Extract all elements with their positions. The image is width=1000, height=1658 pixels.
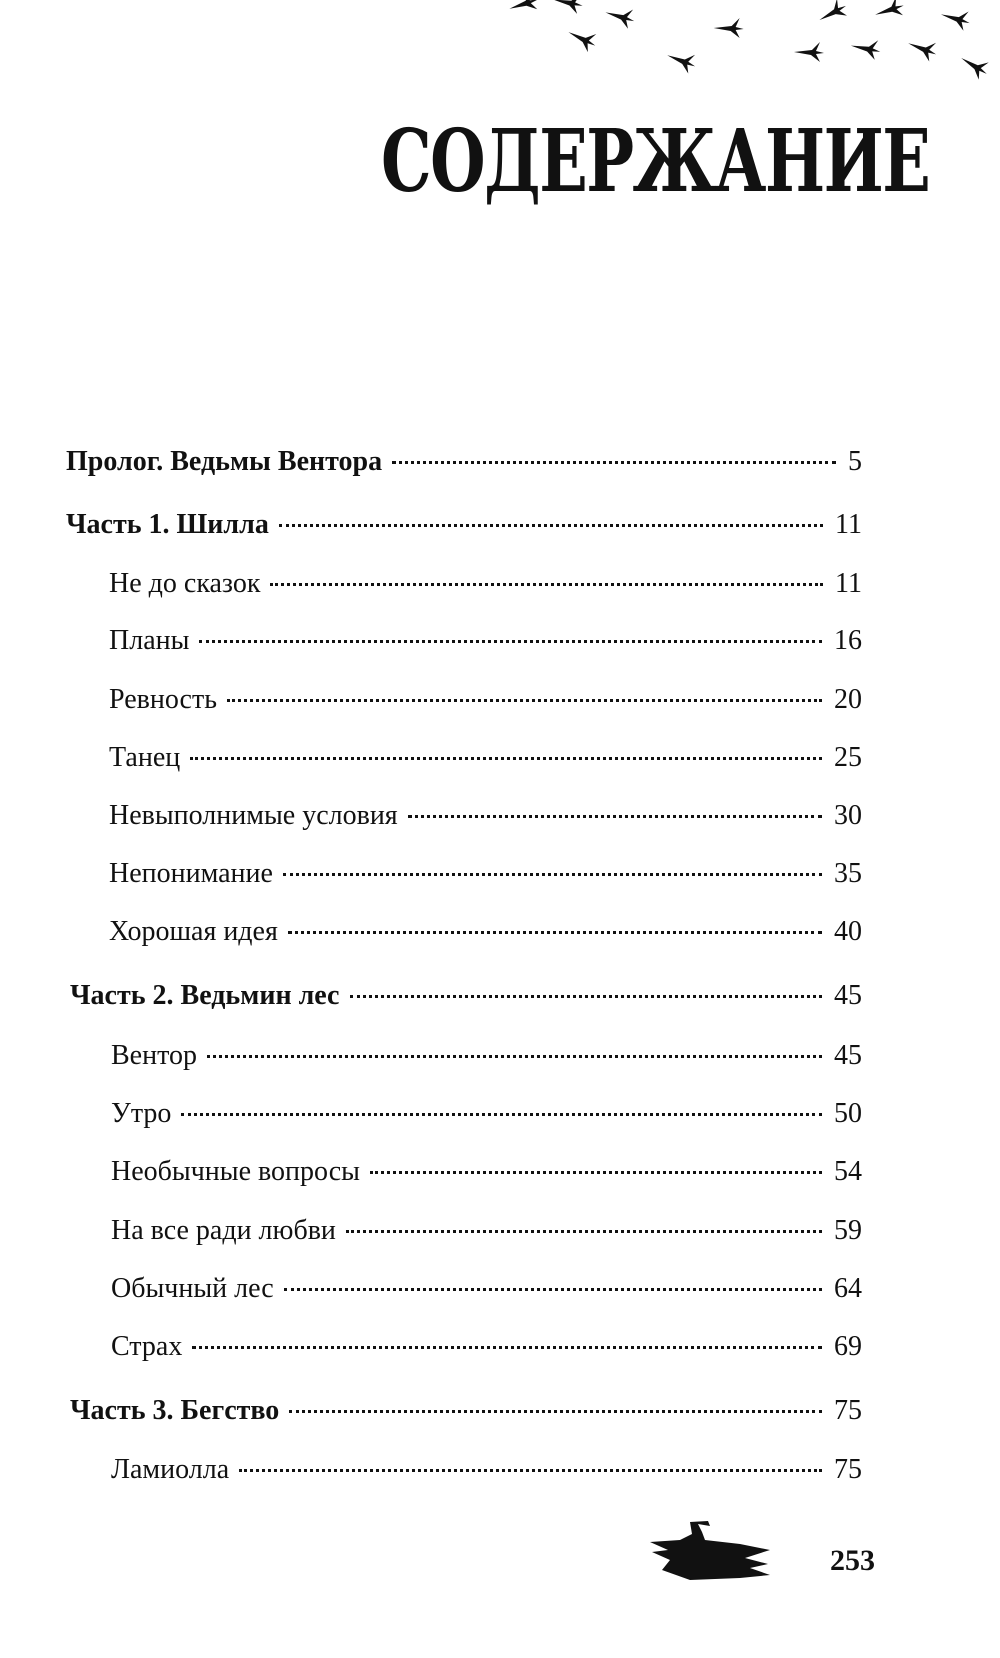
bird-icon — [905, 34, 940, 63]
toc-chapter-entry — [109, 916, 862, 956]
dot-leader — [227, 699, 822, 702]
entry-title: Танец — [109, 742, 181, 773]
dot-leader — [207, 1055, 822, 1058]
toc-chapter-entry — [111, 1040, 862, 1080]
bird-icon — [664, 46, 699, 75]
toc-chapter-entry — [111, 1273, 862, 1313]
entry-page: 54 — [834, 1156, 862, 1187]
entry-page: 40 — [834, 916, 862, 947]
toc-part-entry — [70, 1395, 862, 1435]
entry-title: Часть 3. Бегство — [70, 1395, 280, 1426]
entry-title: Планы — [109, 625, 190, 656]
toc-chapter-entry — [111, 1098, 862, 1138]
dot-leader — [192, 1346, 822, 1349]
toc-part-entry — [70, 980, 862, 1020]
entry-page: 50 — [834, 1098, 862, 1129]
entry-title: Страх — [111, 1331, 183, 1362]
entry-page: 11 — [835, 509, 862, 540]
toc-part-entry — [66, 446, 862, 486]
dot-leader — [199, 640, 822, 643]
entry-title: Вентор — [111, 1040, 197, 1071]
dot-leader — [239, 1469, 822, 1472]
toc-chapter-entry — [109, 742, 862, 782]
dot-leader — [370, 1171, 822, 1174]
toc-chapter-entry — [111, 1215, 862, 1255]
entry-page: 75 — [834, 1454, 862, 1485]
entry-page: 75 — [834, 1395, 862, 1426]
entry-page: 59 — [834, 1215, 862, 1246]
entry-page: 25 — [834, 742, 862, 773]
entry-title: Ревность — [109, 684, 217, 715]
bird-icon — [956, 49, 992, 81]
toc-chapter-entry — [109, 684, 862, 724]
dot-leader — [350, 995, 823, 998]
entry-title: Часть 2. Ведьмин лес — [70, 980, 340, 1011]
entry-title: Обычный лес — [111, 1273, 274, 1304]
dot-leader — [283, 873, 822, 876]
entry-title: Хорошая идея — [109, 916, 278, 947]
entry-title: На все ради любви — [111, 1215, 336, 1246]
dot-leader — [288, 931, 822, 934]
toc-part-entry — [66, 509, 862, 549]
dot-leader — [392, 461, 836, 464]
entry-page: 69 — [834, 1331, 862, 1362]
dot-leader — [279, 524, 823, 527]
dot-leader — [190, 757, 822, 760]
entry-page: 45 — [834, 1040, 862, 1071]
toc-chapter-entry — [111, 1454, 862, 1494]
entry-title: Непонимание — [109, 858, 273, 889]
bird-icon — [506, 0, 541, 18]
bird-icon — [938, 5, 972, 32]
entry-title: Необычные вопросы — [111, 1156, 360, 1187]
entry-title: Пролог. Ведьмы Вентора — [66, 446, 383, 477]
toc-chapter-entry — [109, 858, 862, 898]
flying-birds-illustration — [0, 0, 1000, 110]
bird-icon — [794, 42, 824, 62]
dot-leader — [289, 1410, 822, 1413]
page-title: СОДЕРЖАНИЕ — [381, 111, 930, 212]
dot-leader — [270, 583, 823, 586]
toc-chapter-entry — [109, 625, 862, 665]
entry-page: 30 — [834, 800, 862, 831]
toc-chapter-entry — [109, 800, 862, 840]
entry-page: 20 — [834, 684, 862, 715]
entry-title: Невыполнимые условия — [109, 800, 398, 831]
bird-icon — [564, 23, 600, 54]
entry-page: 45 — [834, 980, 862, 1011]
toc-chapter-entry — [109, 568, 862, 608]
entry-page: 5 — [848, 446, 862, 477]
bird-icon — [714, 18, 744, 38]
entry-title: Часть 1. Шилла — [66, 509, 269, 540]
page-number: 253 — [830, 1544, 875, 1577]
dot-leader — [346, 1230, 822, 1233]
dot-leader — [284, 1288, 822, 1291]
dot-leader — [408, 815, 822, 818]
entry-page: 64 — [834, 1273, 862, 1304]
toc-chapter-entry — [111, 1331, 862, 1371]
entry-page: 35 — [834, 858, 862, 889]
boat-ornament-icon — [650, 1520, 790, 1590]
bird-icon — [872, 0, 907, 24]
bird-icon — [814, 0, 850, 29]
entry-page: 16 — [834, 625, 862, 656]
bird-icon — [849, 36, 882, 61]
toc-chapter-entry — [111, 1156, 862, 1196]
entry-title: Утро — [111, 1098, 172, 1129]
bird-icon — [603, 3, 637, 30]
entry-title: Ламиолла — [111, 1454, 230, 1485]
entry-title: Не до сказок — [109, 568, 261, 599]
entry-page: 11 — [835, 568, 862, 599]
dot-leader — [181, 1113, 822, 1116]
bird-icon — [551, 0, 584, 15]
